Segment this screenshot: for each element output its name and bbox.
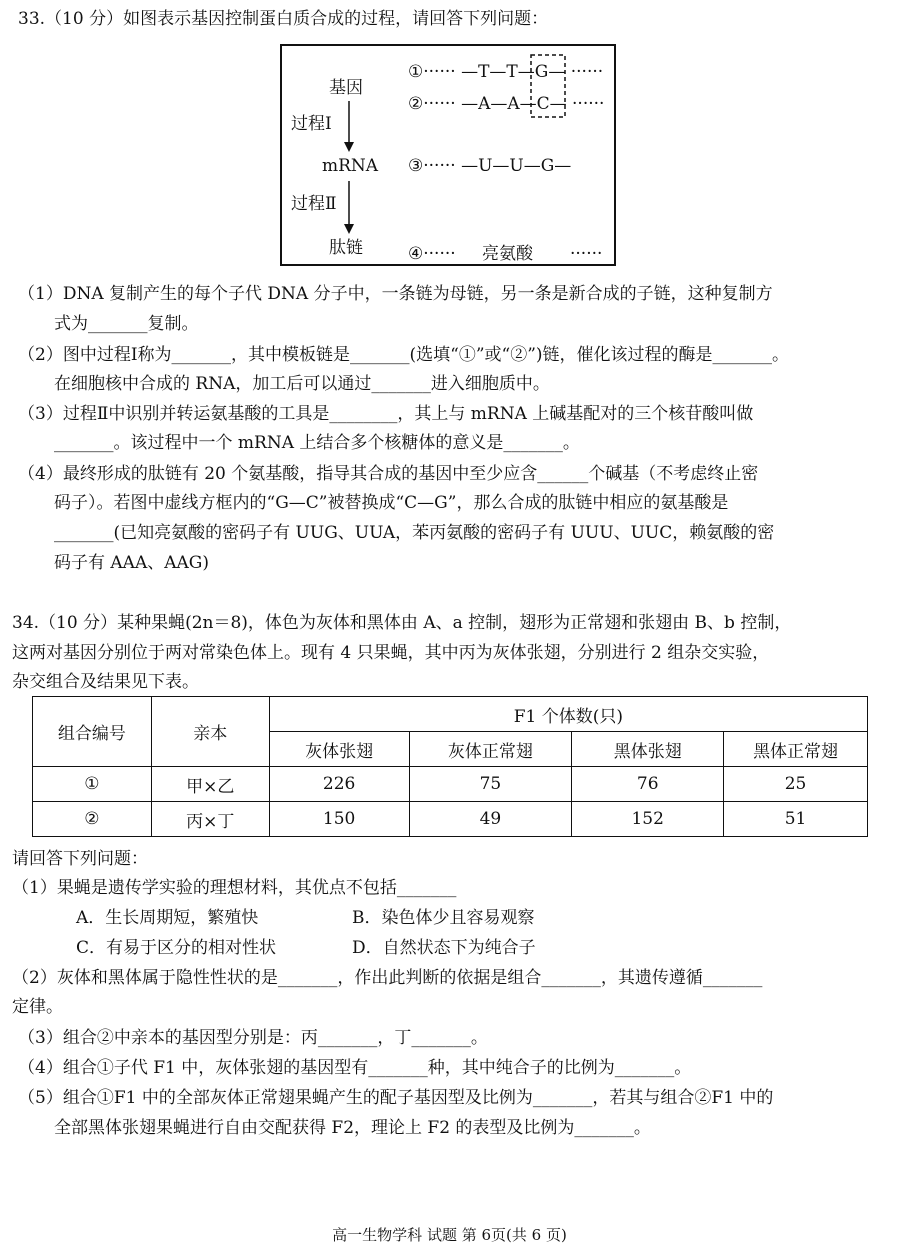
q34-prompt: 请回答下列问题： [12,849,148,869]
q33-part2-line2: 在细胞核中合成的 RNA，加工后可以通过_______进入细胞质中。 [54,374,550,394]
table-row [33,767,868,802]
cell-value: 226 [269,767,409,802]
option-d: D．自然状态下为纯合子 [352,938,536,958]
q34-part4: （4）组合①子代 F1 中，灰体张翅的基因型有_______种，其中纯合子的比例为_______。 [18,1058,692,1078]
header-gray-normal-wing: 灰体正常翅 [409,732,572,767]
cell-group-id: ① [33,767,152,802]
label-peptide: 肽链 [329,238,363,258]
cell-value: 49 [409,802,572,837]
q33-part2-line1: （2）图中过程Ⅰ称为_______，其中模板链是_______(选填“①”或“②”)链，催化该过程的酶是_______。 [18,345,790,365]
q34-part5-line1: （5）组合①F1 中的全部灰体正常翅果蝇产生的配子基因型及比例为_______，若其与组合②F1 中的 [18,1088,774,1108]
cell-value: 152 [572,802,724,837]
cell-parents: 丙×丁 [151,802,269,837]
q33-part4-line3: _______(已知亮氨酸的密码子有 UUG、UUA，苯丙氨酸的密码子有 UUU、UUC，赖氨酸的密 [54,523,775,543]
cell-value: 75 [409,767,572,802]
header-gray-spread-wing: 灰体张翅 [269,732,409,767]
header-f1-count: F1 个体数(只) [269,697,867,732]
q34-part1: （1）果蝇是遗传学实验的理想材料，其优点不包括_______ [12,878,457,898]
q34-part3: （3）组合②中亲本的基因型分别是：丙_______，丁_______。 [18,1028,488,1048]
cell-parents: 甲×乙 [151,767,269,802]
q33-part3-line2: _______。该过程中一个 mRNA 上结合多个核糖体的意义是_______。 [54,433,580,453]
results-table [32,696,868,837]
q34-part5-line2: 全部黑体张翅果蝇进行自由交配获得 F2，理论上 F2 的表型及比例为_______。 [54,1118,651,1138]
arrow-process2-head [344,224,354,234]
q33-part1-line2: 式为_______复制。 [54,314,199,334]
option-b: B．染色体少且容易观察 [352,908,535,928]
page-footer: 高一生物学科 试题 第 6页(共 6 页) [332,1226,567,1244]
label-mrna: mRNA [322,156,379,176]
q33-part4-line4: 码子有 AAA、AAG) [54,553,210,573]
strand-row-4-tail: ······ [570,244,603,264]
option-c: C．有易于区分的相对性状 [76,938,277,958]
q34-part2-line1: （2）灰体和黑体属于隐性性状的是_______，作出此判断的依据是组合_______，其遗传遵循_______ [12,968,763,988]
cell-value: 76 [572,767,724,802]
cell-group-id: ② [33,802,152,837]
q33-part4-line1: （4）最终形成的肽链有 20 个氨基酸，指导其合成的基因中至少应含______个碱基（不考虑终止密 [18,464,759,484]
strand-row-2: ②······ —A—A—C— ······ [408,94,605,114]
cell-value: 150 [269,802,409,837]
strand-row-3: ③······ —U—U—G— [408,156,572,176]
header-parents: 亲本 [151,697,269,767]
gene-expression-diagram [280,44,616,266]
header-group-id: 组合编号 [33,697,152,767]
q33-part3-line1: （3）过程Ⅱ中识别并转运氨基酸的工具是________，其上与 mRNA 上碱基配对的三个核苷酸叫做 [18,404,754,424]
q33-part1-line1: （1）DNA 复制产生的每个子代 DNA 分子中，一条链为母链，另一条是新合成的子链，这种复制方 [18,284,773,304]
q33-header: 33.（10 分）如图表示基因控制蛋白质合成的过程，请回答下列问题： [18,9,549,29]
strand-row-4-num: ④······ [408,244,456,264]
q34-intro-line2: 这两对基因分别位于两对常染色体上。现有 4 只果蝇，其中丙为灰体张翅，分别进行 2 组杂交实验， [12,643,770,663]
strand-row-4-amino-acid: 亮氨酸 [482,244,533,264]
header-black-normal-wing: 黑体正常翅 [724,732,868,767]
label-gene: 基因 [329,78,363,98]
q34-part2-line2: 定律。 [12,997,63,1017]
table-row [33,802,868,837]
arrow-process1-head [344,142,354,152]
label-process2: 过程Ⅱ [291,194,337,214]
q33-part4-line2: 码子）。若图中虚线方框内的“G—C”被替换成“C—G”，那么合成的肽链中相应的氨基酸是 [54,493,729,513]
header-black-spread-wing: 黑体张翅 [572,732,724,767]
cell-value: 25 [724,767,868,802]
q34-intro-line3: 杂交组合及结果见下表。 [12,672,199,692]
option-a: A．生长周期短，繁殖快 [76,908,259,928]
cell-value: 51 [724,802,868,837]
label-process1: 过程Ⅰ [291,114,332,134]
strand-row-1: ①······ —T—T—G— ······ [408,62,604,82]
q34-intro-line1: 34.（10 分）某种果蝇(2n＝8)，体色为灰体和黑体由 A、a 控制，翅形为正常翅和张翅由 B、b 控制， [12,613,792,633]
